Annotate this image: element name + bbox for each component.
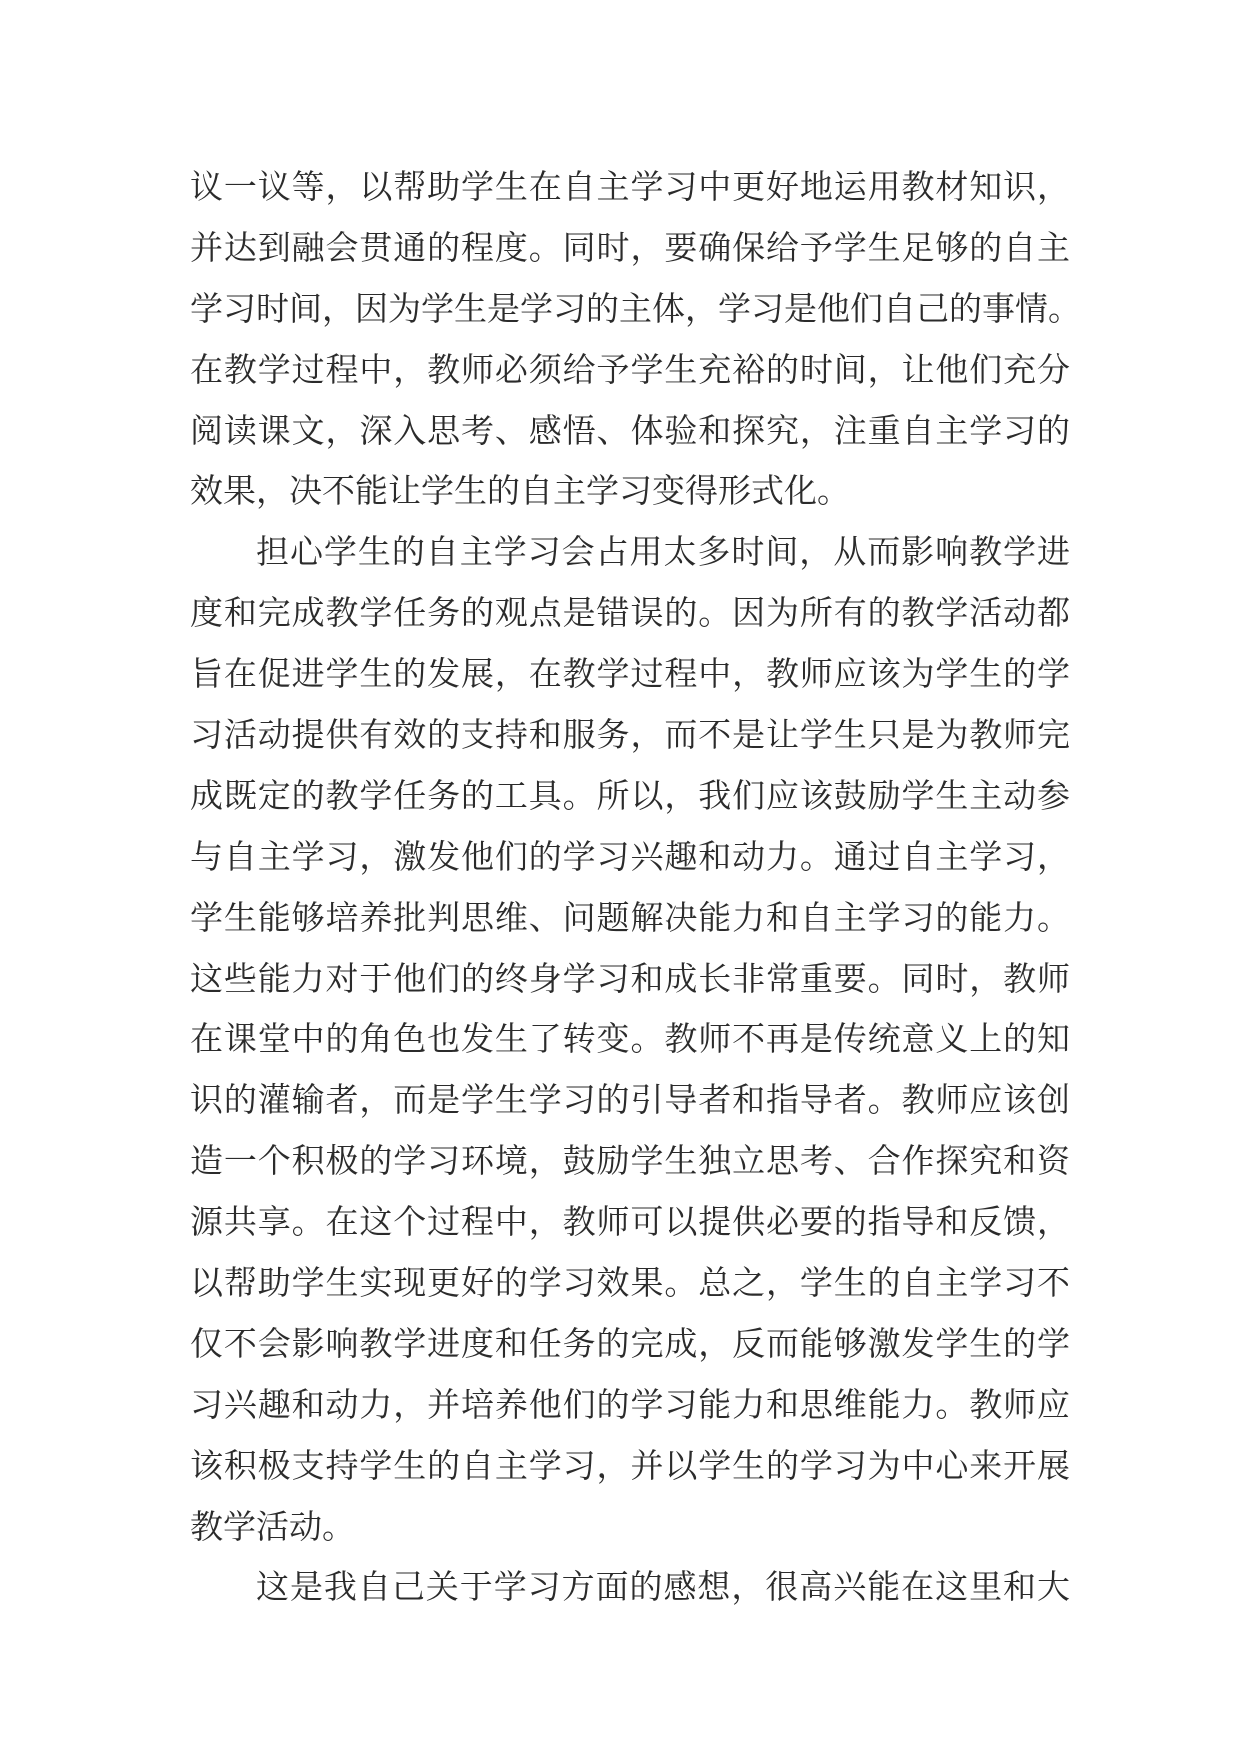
text-line: 议一议等，以帮助学生在自主学习中更好地运用教材知识， xyxy=(190,167,1070,206)
text-line: 以帮助学生实现更好的学习效果。总之，学生的自主学习不 xyxy=(190,1263,1070,1303)
paragraph-first-line: 担心学生的自主学习会占用太多时间，从而影响教学进 xyxy=(256,532,1070,572)
text-line: 识的灌输者，而是学生学习的引导者和指导者。教师应该创 xyxy=(190,1080,1070,1120)
text-line: 在教学过程中，教师必须给予学生充裕的时间，让他们充分 xyxy=(190,349,1070,389)
text-line: 旨在促进学生的发展，在教学过程中，教师应该为学生的学 xyxy=(190,654,1070,694)
text-line: 与自主学习，激发他们的学习兴趣和动力。通过自主学习， xyxy=(190,836,1070,876)
paragraph-first-line: 这是我自己关于学习方面的感想，很高兴能在这里和大 xyxy=(256,1567,1070,1607)
text-line: 习兴趣和动力，并培养他们的学习能力和思维能力。教师应 xyxy=(190,1384,1070,1424)
text-line: 习活动提供有效的支持和服务，而不是让学生只是为教师完 xyxy=(190,715,1070,755)
text-line: 阅读课文，深入思考、感悟、体验和探究，注重自主学习的 xyxy=(190,410,1070,450)
text-line: 这些能力对于他们的终身学习和成长非常重要。同时，教师 xyxy=(190,958,1070,998)
text-line: 仅不会影响教学进度和任务的完成，反而能够激发学生的学 xyxy=(190,1323,1070,1363)
text-line: 并达到融会贯通的程度。同时，要确保给予学生足够的自主 xyxy=(190,227,1070,267)
text-line: 学习时间，因为学生是学习的主体，学习是他们自己的事情。 xyxy=(190,288,1081,328)
text-line: 造一个积极的学习环境，鼓励学生独立思考、合作探究和资 xyxy=(190,1141,1070,1181)
text-line: 教学活动。 xyxy=(190,1506,355,1546)
text-line: 在课堂中的角色也发生了转变。教师不再是传统意义上的知 xyxy=(190,1019,1070,1059)
text-line: 度和完成教学任务的观点是错误的。因为所有的教学活动都 xyxy=(190,593,1070,633)
text-line: 效果，决不能让学生的自主学习变得形式化。 xyxy=(190,471,850,511)
text-line: 源共享。在这个过程中，教师可以提供必要的指导和反馈， xyxy=(190,1202,1070,1242)
text-line: 学生能够培养批判思维、问题解决能力和自主学习的能力。 xyxy=(190,897,1070,937)
text-line: 该积极支持学生的自主学习，并以学生的学习为中心来开展 xyxy=(190,1445,1070,1485)
body-text xyxy=(190,157,1081,1618)
text-line: 成既定的教学任务的工具。所以，我们应该鼓励学生主动参 xyxy=(190,775,1070,815)
